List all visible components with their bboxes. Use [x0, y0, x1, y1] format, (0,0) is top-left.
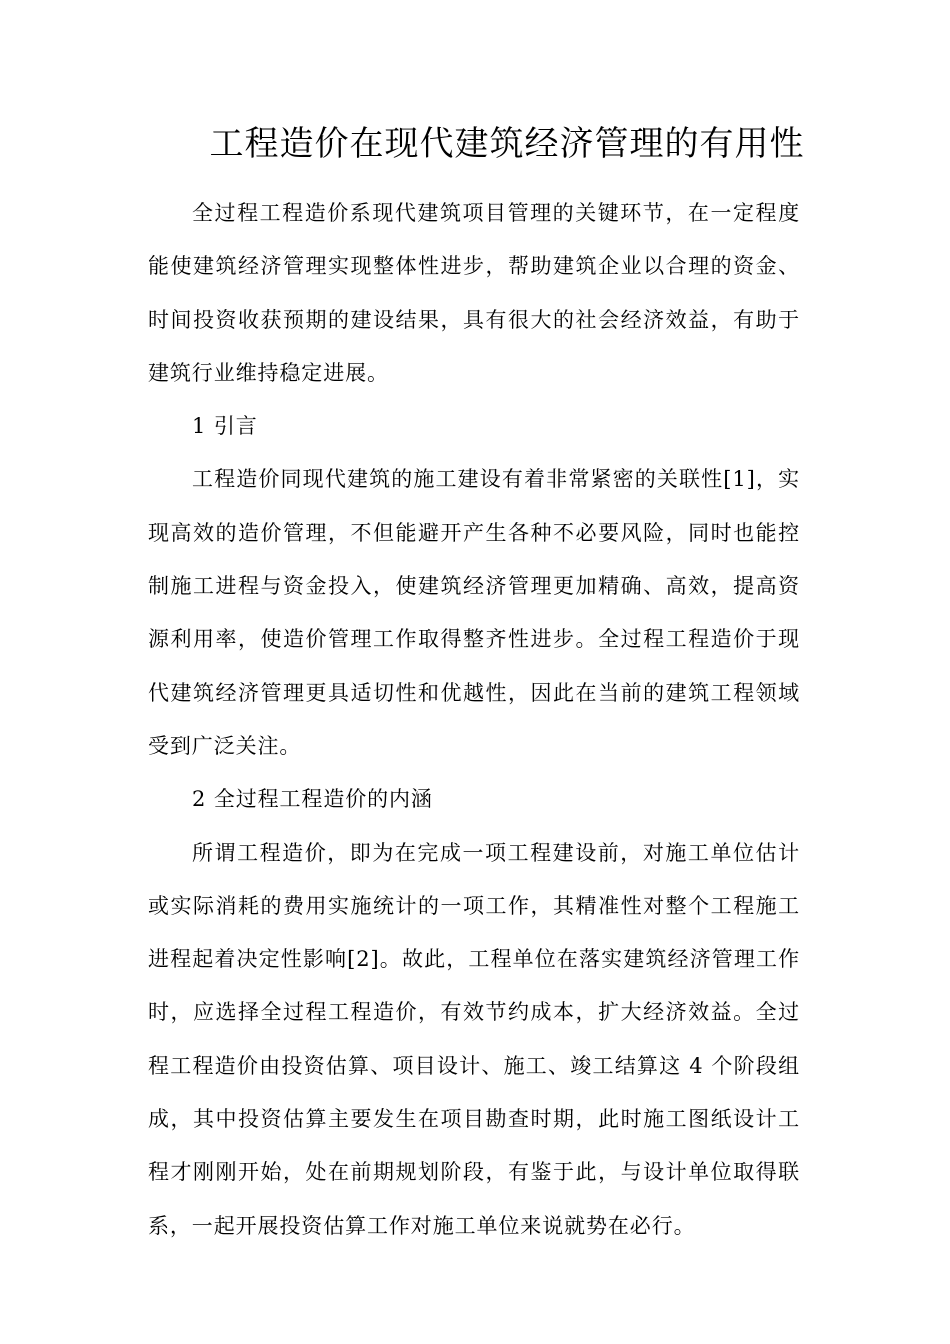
- section-2-paragraph: 所谓工程造价，即为在完成一项工程建设前，对施工单位估计或实际消耗的费用实施统计的一项工作，其精准性对整个工程施工进程起着决定性影响[2]。故此，工程单位在落实建筑经济管理工作时，应选择全过程工程造价，有效节约成本，扩大经济效益。全过程工程造价由投资估算、项目设计、施工、竣工结算这 4 个阶段组成，其中投资估算主要发生在项目勘查时期，此时施工图纸设计工程才刚刚开始，处在前期规划阶段，有鉴于此，与设计单位取得联系，一起开展投资估算工作对施工单位来说就势在必行。: [148, 840, 800, 1238]
- document-body: [148, 187, 800, 1253]
- section-heading-introduction: 1 引言: [192, 414, 258, 439]
- document-title: 工程造价在现代建筑经济管理的有用性: [209, 124, 805, 164]
- section-heading-connotation: 2 全过程工程造价的内涵: [192, 787, 433, 812]
- intro-paragraph: 全过程工程造价系现代建筑项目管理的关键环节，在一定程度能使建筑经济管理实现整体性进步，帮助建筑企业以合理的资金、时间投资收获预期的建设结果，具有很大的社会经济效益，有助于建筑行业维持稳定进展。: [148, 201, 800, 385]
- section-1-paragraph: 工程造价同现代建筑的施工建设有着非常紧密的关联性[1]，实现高效的造价管理，不但能避开产生各种不必要风险，同时也能控制施工进程与资金投入，使建筑经济管理更加精确、高效，提高资源利用率，使造价管理工作取得整齐性进步。全过程工程造价于现代建筑经济管理更具适切性和优越性，因此在当前的建筑工程领域受到广泛关注。: [148, 467, 800, 758]
